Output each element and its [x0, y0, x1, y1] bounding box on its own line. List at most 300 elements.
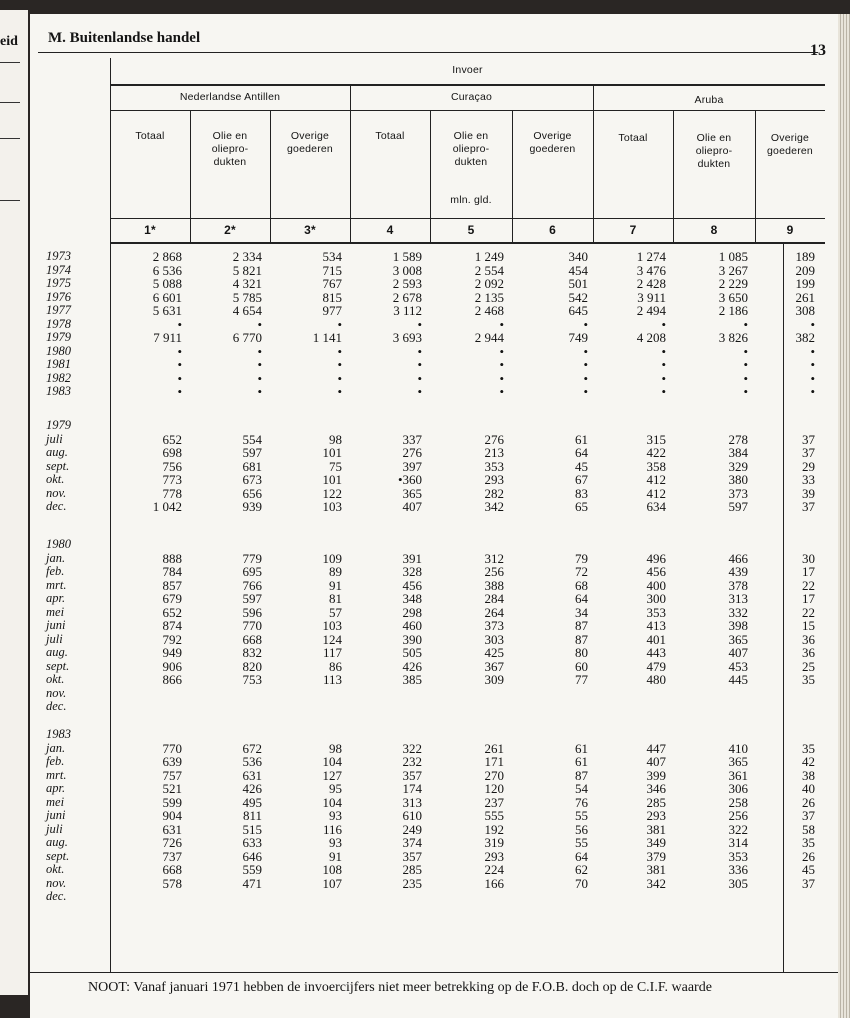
row-labels	[46, 250, 106, 399]
table-cell: 426	[402, 658, 422, 674]
row-label: apr.	[46, 781, 66, 795]
table-cell: 536	[242, 754, 262, 769]
table-cell: •	[417, 316, 422, 332]
row-label: 1982	[46, 370, 71, 385]
table-cell: 342	[646, 875, 666, 891]
table-cell: 749	[568, 330, 588, 345]
table-cell	[678, 687, 748, 701]
table-cell: 385	[402, 672, 422, 687]
table-cell: 447	[646, 740, 666, 756]
table-cell	[678, 728, 748, 742]
table-cell: 79	[575, 550, 588, 566]
data-column	[434, 728, 504, 890]
table-cell: 656	[242, 485, 262, 501]
table-cell: 400	[646, 577, 666, 593]
table-cell	[112, 687, 182, 701]
table-cell: 87	[575, 767, 588, 783]
table-cell: 276	[402, 445, 422, 460]
table-cell: 480	[646, 672, 666, 687]
data-column	[596, 728, 666, 890]
table-cell	[745, 728, 815, 742]
data-column	[112, 538, 182, 700]
table-cell: 116	[322, 821, 342, 837]
table-cell: •	[417, 384, 422, 399]
left-page-header-fragment: eid	[0, 34, 18, 49]
table-cell: 1 085	[718, 249, 748, 264]
table-cell: 3 267	[718, 262, 748, 278]
table-cell: 466	[728, 550, 748, 566]
table-cell: 17	[802, 591, 815, 606]
table-cell: 337	[402, 431, 422, 447]
table-cell: 199	[795, 276, 815, 291]
table-cell: 314	[728, 835, 748, 850]
table-cell: •	[337, 316, 342, 332]
table-cell: 3 476	[636, 262, 666, 278]
table-cell: 384	[728, 445, 748, 460]
table-cell: 779	[242, 550, 262, 566]
table-cell: 37	[802, 875, 815, 891]
table-cell: 6 770	[232, 330, 262, 345]
table-cell: 101	[322, 472, 342, 487]
table-cell: •	[177, 316, 182, 332]
table-cell: •	[257, 343, 262, 359]
data-column	[352, 419, 422, 514]
table-cell: •	[743, 343, 748, 359]
table-cell: 2 554	[474, 262, 504, 278]
table-cell	[112, 419, 182, 433]
table-cell: 55	[575, 835, 588, 850]
table-cell: 104	[322, 754, 342, 769]
table-cell: 413	[646, 618, 666, 633]
table-cell: 2 229	[718, 276, 748, 291]
table-cell: 278	[728, 431, 748, 447]
table-cell: 98	[329, 740, 342, 756]
table-cell: 555	[484, 808, 504, 823]
table-cell: 33	[802, 472, 815, 487]
table-cell: 322	[728, 821, 748, 837]
column-number: 2*	[224, 223, 236, 237]
table-cell: 542	[568, 289, 588, 305]
row-label: juni	[46, 618, 66, 632]
table-cell: 332	[728, 604, 748, 620]
table-cell: 815	[322, 289, 342, 305]
row-label: mrt.	[46, 577, 67, 592]
table-cell: 2 135	[474, 289, 504, 305]
table-cell: 888	[162, 550, 182, 566]
row-label: mei	[46, 604, 65, 619]
table-cell: 358	[646, 458, 666, 474]
table-cell: 313	[402, 794, 422, 810]
table-cell: 1 274	[636, 249, 666, 264]
data-column	[192, 538, 262, 700]
data-column	[678, 419, 748, 514]
table-cell: 342	[484, 499, 504, 514]
table-cell	[518, 419, 588, 433]
table-cell: 407	[728, 645, 748, 660]
column-number: 5	[467, 223, 475, 237]
row-label: 1979	[46, 418, 71, 432]
unit-label: mln. gld.	[450, 194, 492, 206]
table-cell: 778	[162, 485, 182, 501]
table-cell: 757	[162, 767, 182, 783]
table-cell: 398	[728, 618, 748, 633]
table-cell: 224	[484, 862, 504, 877]
table-cell: 631	[242, 767, 262, 783]
table-cell: 171	[484, 754, 504, 769]
table-cell: 61	[575, 431, 588, 447]
table-cell: 64	[575, 848, 588, 864]
table-cell: •	[257, 370, 262, 386]
table-cell: 62	[575, 862, 588, 877]
table-cell: 64	[575, 591, 588, 606]
column-header: Totaal	[375, 130, 405, 142]
table-cell: 866	[162, 672, 182, 687]
table-cell	[434, 538, 504, 552]
group-header-nederlandse-antillen: Nederlandse Antillen	[179, 91, 281, 103]
table-cell: 312	[484, 550, 504, 566]
table-cell: •	[337, 357, 342, 372]
table-cell: 425	[484, 645, 504, 660]
row-label: 1983	[46, 384, 71, 398]
table-cell: 681	[242, 458, 262, 474]
table-cell: •	[743, 384, 748, 399]
row-label: okt.	[46, 862, 65, 876]
table-cell: 737	[162, 848, 182, 864]
table-cell: •	[583, 384, 588, 399]
table-cell: 235	[402, 875, 422, 891]
table-cell: 715	[322, 262, 342, 278]
left-page-rule	[0, 62, 20, 63]
table-cell: •	[583, 357, 588, 372]
table-cell: 454	[568, 262, 588, 278]
table-cell: 365	[728, 754, 748, 769]
table-cell: 3 826	[718, 330, 748, 345]
column-number: 9	[786, 223, 794, 237]
table-cell: 103	[322, 499, 342, 514]
table-cell: 353	[484, 458, 504, 474]
table-cell: 2 468	[474, 303, 504, 318]
data-column	[112, 250, 182, 399]
table-cell: 857	[162, 577, 182, 593]
table-cell: •	[661, 316, 666, 332]
table-cell: 189	[795, 249, 815, 264]
table-cell	[272, 687, 342, 701]
table-cell: 906	[162, 658, 182, 674]
data-column	[272, 728, 342, 890]
table-cell: 495	[242, 794, 262, 810]
table-cell: 1 042	[152, 499, 182, 514]
column-number: 8	[710, 223, 718, 237]
table-cell: 2 593	[392, 276, 422, 291]
table-cell: 3 650	[718, 289, 748, 305]
table-cell: 792	[162, 631, 182, 647]
row-label: 1980	[46, 537, 71, 551]
data-column	[678, 250, 748, 399]
data-column	[745, 250, 815, 399]
row-label: 1974	[46, 262, 71, 277]
table-cell: •	[257, 357, 262, 372]
table-cell	[272, 728, 342, 742]
table-cell: 58	[802, 821, 815, 837]
table-cell: •	[257, 384, 262, 399]
table-cell: 5 088	[152, 276, 182, 291]
table-cell: 104	[322, 794, 342, 810]
table-cell: •	[583, 370, 588, 386]
table-cell: 379	[646, 848, 666, 864]
table-cell: 35	[802, 740, 815, 756]
table-cell: 83	[575, 485, 588, 501]
table-cell: 305	[728, 875, 748, 891]
table-cell: 1 589	[392, 249, 422, 264]
row-label: apr.	[46, 591, 66, 605]
table-cell: 4 208	[636, 330, 666, 345]
table-cell: 439	[728, 564, 748, 579]
row-label: feb.	[46, 564, 65, 578]
row-label: 1980	[46, 343, 71, 358]
column-header: Overige goederen	[287, 130, 333, 155]
table-cell: 65	[575, 499, 588, 514]
table-cell: •	[337, 384, 342, 399]
table-cell: 26	[802, 848, 815, 864]
table-cell: 380	[728, 472, 748, 487]
table-cell: 698	[162, 445, 182, 460]
table-cell: 38	[802, 767, 815, 783]
table-cell: 30	[802, 550, 815, 566]
table-cell: 456	[402, 577, 422, 593]
table-cell: 1 249	[474, 249, 504, 264]
table-cell: •	[661, 343, 666, 359]
header-top-rule	[38, 52, 818, 53]
row-label: sept.	[46, 658, 70, 673]
table-cell: 597	[728, 499, 748, 514]
table-cell: 108	[322, 862, 342, 877]
row-label: okt.	[46, 472, 65, 486]
row-label: aug.	[46, 835, 68, 849]
table-cell: 634	[646, 499, 666, 514]
table-cell: 770	[162, 740, 182, 756]
table-cell: 357	[402, 848, 422, 864]
row-labels	[46, 728, 106, 904]
table-cell: 353	[728, 848, 748, 864]
table-cell: 443	[646, 645, 666, 660]
table-cell: 5 631	[152, 303, 182, 318]
table-cell: 2 678	[392, 289, 422, 305]
data-column	[678, 728, 748, 890]
table-cell: 329	[728, 458, 748, 474]
data-column	[112, 419, 182, 514]
data-column	[518, 728, 588, 890]
table-cell	[745, 419, 815, 433]
table-cell: •	[661, 357, 666, 372]
table-cell: 67	[575, 472, 588, 487]
table-cell: 4 321	[232, 276, 262, 291]
table-cell: 340	[568, 249, 588, 264]
table-cell: 534	[322, 249, 342, 264]
table-cell: 56	[575, 821, 588, 837]
table-cell: 820	[242, 658, 262, 674]
table-cell: 348	[402, 591, 422, 606]
table-cell: 645	[568, 303, 588, 318]
table-cell	[272, 419, 342, 433]
row-label: okt.	[46, 672, 65, 686]
row-label: 1977	[46, 303, 71, 317]
table-cell: 422	[646, 445, 666, 460]
data-column	[434, 419, 504, 514]
left-page-rule	[0, 200, 20, 201]
row-labels	[46, 538, 106, 714]
table-cell: 3 112	[393, 303, 422, 318]
column-number: 3*	[304, 223, 316, 237]
table-cell: 445	[728, 672, 748, 687]
group-header-aruba: Aruba	[694, 94, 724, 106]
table-cell: 679	[162, 591, 182, 606]
table-cell: 91	[329, 577, 342, 593]
row-label: jan.	[46, 740, 66, 755]
table-cell: 319	[484, 835, 504, 850]
data-column	[272, 538, 342, 700]
table-cell: 306	[728, 781, 748, 796]
table-cell: 35	[802, 672, 815, 687]
column-number: 7	[629, 223, 637, 237]
table-cell: 285	[646, 794, 666, 810]
data-column	[352, 538, 422, 700]
table-cell: 36	[802, 645, 815, 660]
table-cell: 4 654	[232, 303, 262, 318]
table-cell: •	[177, 384, 182, 399]
left-page-edge	[0, 10, 28, 995]
row-label: sept.	[46, 458, 70, 473]
column-header: Olie en oliepro- dukten	[695, 132, 733, 170]
table-cell: 166	[484, 875, 504, 891]
table-cell: 346	[646, 781, 666, 796]
table-cell: 505	[402, 645, 422, 660]
table-cell: 93	[329, 835, 342, 850]
data-column	[518, 538, 588, 700]
table-cell: 453	[728, 658, 748, 674]
table-cell: 77	[575, 672, 588, 687]
table-cell: 412	[646, 485, 666, 501]
table-cell: 456	[646, 564, 666, 579]
column-number: 1*	[144, 223, 156, 237]
table-cell: •	[583, 316, 588, 332]
data-column	[434, 250, 504, 399]
table-cell: 101	[322, 445, 342, 460]
table-cell: 407	[646, 754, 666, 769]
table-cell: 264	[484, 604, 504, 620]
data-column	[192, 250, 262, 399]
table-cell: 496	[646, 550, 666, 566]
table-cell: 596	[242, 604, 262, 620]
table-cell: 81	[329, 591, 342, 606]
table-cell: 309	[484, 672, 504, 687]
table-cell: •	[499, 357, 504, 372]
table-cell: 939	[242, 499, 262, 514]
table-cell	[434, 687, 504, 701]
table-cell: 3 693	[392, 330, 422, 345]
column-header: Totaal	[135, 130, 165, 142]
table-cell: 381	[646, 821, 666, 837]
table-cell: 766	[242, 577, 262, 593]
table-cell: 460	[402, 618, 422, 633]
table-cell: 61	[575, 740, 588, 756]
table-cell: 54	[575, 781, 588, 796]
table-cell: 308	[795, 303, 815, 318]
row-label: 1979	[46, 330, 71, 344]
footnote: NOOT: Vanaf januari 1971 hebben de invoercijfers niet meer betrekking op de F.O.B. doch op de C.I.F. waarde	[88, 980, 712, 995]
table-cell: 2 186	[718, 303, 748, 318]
page-number: 13	[810, 42, 826, 59]
table-cell: 811	[242, 808, 262, 823]
table-cell: 904	[162, 808, 182, 823]
table-cell: 6 536	[152, 262, 182, 278]
table-cell: 37	[802, 499, 815, 514]
table-cell: •	[337, 370, 342, 386]
table-cell: •	[743, 316, 748, 332]
table-cell: 98	[329, 431, 342, 447]
table-cell: 237	[484, 794, 504, 810]
table-cell: •	[810, 316, 815, 332]
table-cell: 559	[242, 862, 262, 877]
data-column	[745, 419, 815, 514]
table-cell: 652	[162, 431, 182, 447]
table-cell: 258	[728, 794, 748, 810]
table-cell	[112, 538, 182, 552]
row-label: nov.	[46, 875, 67, 890]
data-column	[596, 250, 666, 399]
table-cell: 521	[162, 781, 182, 796]
table-cell: 256	[484, 564, 504, 579]
table-cell	[678, 419, 748, 433]
table-cell: 25	[802, 658, 815, 674]
row-label: 1981	[46, 357, 71, 371]
table-cell: 479	[646, 658, 666, 674]
table-cell: 60	[575, 658, 588, 674]
table-cell: 315	[646, 431, 666, 447]
table-cell	[112, 728, 182, 742]
table-cell: 515	[242, 821, 262, 837]
row-label: mei	[46, 794, 65, 809]
table-cell: 977	[322, 303, 342, 318]
column-divider	[755, 110, 756, 242]
table-cell: 298	[402, 604, 422, 620]
table-cell: 232	[402, 754, 422, 769]
table-cell: •	[499, 384, 504, 399]
table-cell: 373	[728, 485, 748, 501]
table-cell	[192, 538, 262, 552]
table-cell: 87	[575, 631, 588, 647]
header-rule	[110, 242, 825, 244]
table-cell: 407	[402, 499, 422, 514]
table-cell	[596, 538, 666, 552]
table-cell: 401	[646, 631, 666, 647]
table-cell: 2 428	[636, 276, 666, 291]
table-cell: •	[661, 370, 666, 386]
data-column	[272, 419, 342, 514]
table-cell: 373	[484, 618, 504, 633]
table-cell: 578	[162, 875, 182, 891]
table-cell: 388	[484, 577, 504, 593]
column-header: Olie en oliepro- dukten	[211, 130, 249, 168]
table-cell: 756	[162, 458, 182, 474]
group-divider	[350, 84, 351, 242]
table-cell: 87	[575, 618, 588, 633]
table-cell: 213	[484, 445, 504, 460]
table-cell: •	[417, 370, 422, 386]
table-cell: 374	[402, 835, 422, 850]
table-cell: 426	[242, 781, 262, 796]
table-cell: 397	[402, 458, 422, 474]
table-cell: 192	[484, 821, 504, 837]
